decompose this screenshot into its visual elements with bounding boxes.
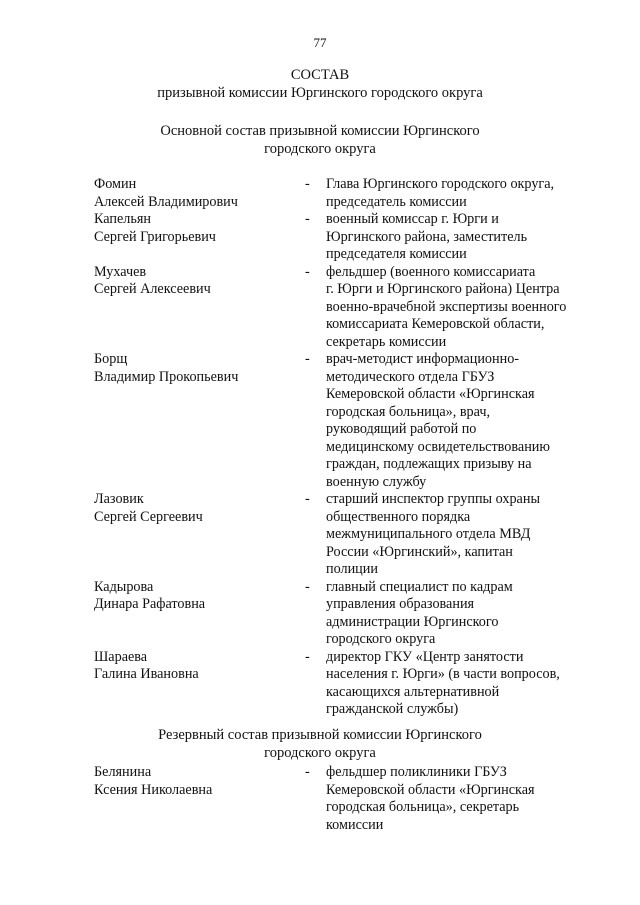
main-section-heading-line: Основной состав призывной комиссии Юргинского [160,123,480,139]
member-name [94,264,294,299]
member-role-line: Кемеровской области «Юргинская [326,781,535,798]
member-entry [0,264,640,352]
member-role [326,649,566,719]
document-title-block [0,66,640,102]
member-role-line: врач-методист информационно- [326,351,520,367]
member-role [326,579,566,649]
member-name-line: Владимир Прокопьевич [94,368,239,385]
member-role-line: председателя комиссии [326,246,467,262]
member-name-line: Сергей Сергеевич [94,508,203,525]
member-role-line: межмуниципального отдела МВД [326,526,531,542]
member-role-line: председатель комиссии [326,193,467,210]
member-role [326,176,566,211]
member-role-line: комиссариата Кемеровской области, [326,316,545,332]
member-dash: - [305,211,310,227]
member-role-line: секретарь комиссии [326,333,447,350]
member-role-line: граждан, подлежащих призыву на [326,456,532,472]
member-role-line: Кемеровской области «Юргинская [326,386,535,402]
member-name-line: Кадырова [94,578,154,595]
member-dash: - [305,491,310,507]
member-role-line: руководящий работой по [326,421,477,437]
member-role-line: военный комиссар г. Юрги и [326,211,499,227]
main-members-list [0,176,640,719]
member-dash: - [305,263,310,280]
member-dash: - [305,648,310,665]
member-entry [0,579,640,649]
member-role-line: Глава Юргинского городского округа, [326,176,555,192]
member-dash: - [305,176,310,192]
member-name [94,491,294,526]
member-name-line: Сергей Алексеевич [94,281,211,297]
member-entry [0,176,640,211]
member-name-line: Ксения Николаевна [94,781,213,798]
member-name [94,176,294,211]
member-role-line: военную службу [326,473,427,490]
member-name [94,211,294,246]
member-role [326,264,566,352]
member-role-line: общественного порядка [326,508,471,525]
member-role-line: городская больница», секретарь [326,799,520,815]
reserve-section-heading-line: Резервный состав призывной комиссии Юргинского [158,727,482,743]
member-name-line: Алексей Владимирович [94,193,238,210]
member-role-line: полиции [326,561,378,577]
member-role-line: комиссии [326,816,384,833]
member-name-line: Лазовик [94,491,144,507]
member-name-line: Сергей Григорьевич [94,228,216,245]
main-section-heading [0,122,640,158]
member-role-line: городского округа [326,631,436,647]
member-dash: - [305,578,310,595]
member-role-line: военно-врачебной экспертизы военного [326,298,567,315]
member-role-line: городская больница», врач, [326,403,491,420]
member-name-line: Борщ [94,351,128,367]
member-role-line: фельдшер (военного комиссариата [326,263,536,280]
member-entry [0,649,640,719]
member-name-line: Шараева [94,648,148,665]
member-dash: - [305,764,310,780]
member-role [326,491,566,579]
member-role-line: старший инспектор группы охраны [326,491,540,507]
page-number: 77 [313,35,327,50]
member-entry [0,351,640,491]
member-role-line: управления образования [326,596,475,612]
member-name-line: Мухачев [94,263,147,280]
member-name-line: Динара Рафатовна [94,596,206,612]
member-name-line: Белянина [94,764,152,780]
member-role-line: фельдшер поликлиники ГБУЗ [326,764,507,780]
member-role-line: населения г. Юрги» (в части вопросов, [326,666,560,682]
member-name-line: Галина Ивановна [94,666,199,682]
member-role-line: гражданской службы) [326,701,459,717]
reserve-members-list [0,764,640,834]
member-name [94,764,294,799]
member-name [94,351,294,386]
member-role [326,211,566,264]
member-role-line: г. Юрги и Юргинского района) Центра [326,281,560,297]
member-role-line: директор ГКУ «Центр занятости [326,648,524,665]
member-role-line: главный специалист по кадрам [326,578,513,595]
reserve-section-heading [0,726,640,762]
member-entry [0,764,640,834]
document-subtitle: призывной комиссии Юргинского городского округа [157,85,483,101]
member-role-line: России «Юргинский», капитан [326,543,513,560]
document-title: СОСТАВ [290,67,350,83]
member-name-line: Капельян [94,211,151,227]
member-role [326,351,566,491]
member-entry [0,211,640,264]
member-name-line: Фомин [94,176,137,192]
member-role-line: Юргинского района, заместитель [326,228,528,245]
member-role [326,764,566,834]
main-section-heading-line: городского округа [264,141,376,157]
member-entry [0,491,640,579]
member-role-line: медицинскому освидетельствованию [326,438,550,455]
member-dash: - [305,351,310,367]
member-role-line: администрации Юргинского [326,613,499,630]
member-role-line: касающихся альтернативной [326,683,500,700]
member-role-line: методического отдела ГБУЗ [326,368,495,385]
member-name [94,649,294,684]
reserve-section-heading-line: городского округа [264,745,376,761]
member-name [94,579,294,614]
